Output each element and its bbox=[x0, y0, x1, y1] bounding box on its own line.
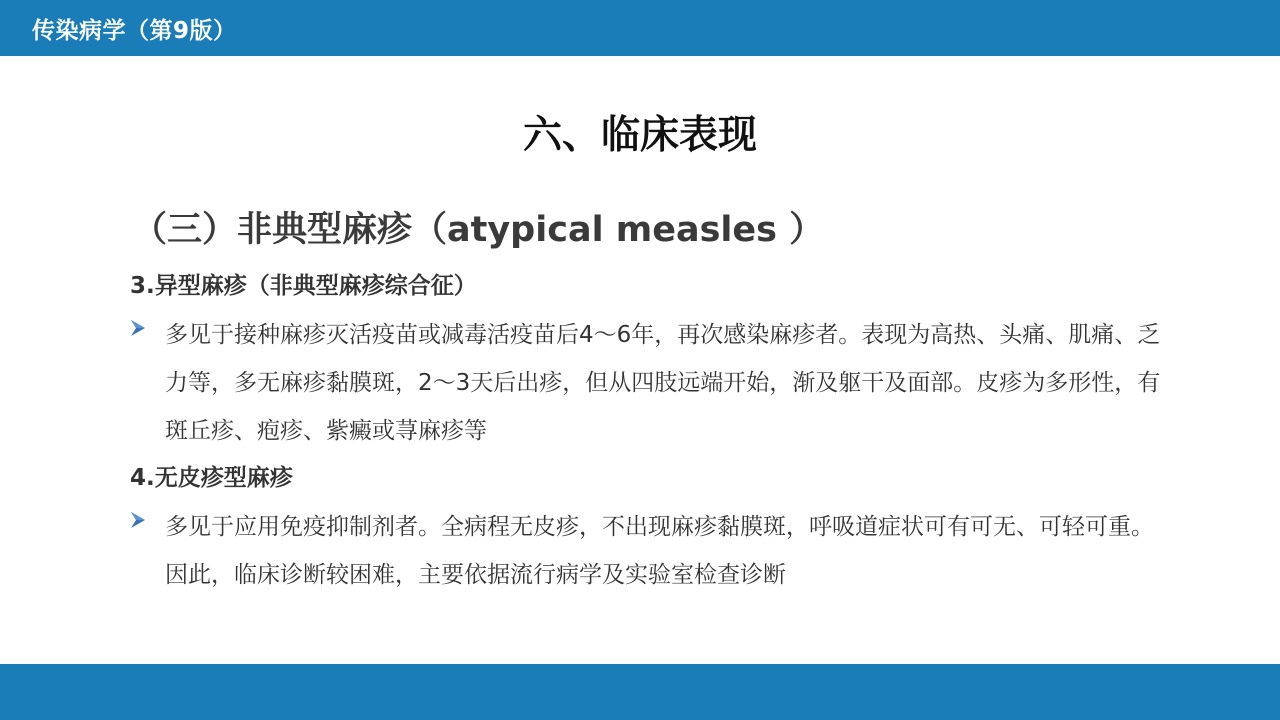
bullet-item-atypical-measles bbox=[130, 311, 1170, 455]
book-title: 传染病学（第9版） bbox=[32, 18, 237, 44]
arrow-bullet-icon bbox=[130, 319, 146, 337]
bullet-text: 多见于应用免疫抑制剂者。全病程无皮疹，不出现麻疹黏膜斑，呼吸道症状可有可无、可轻可重。因此，临床诊断较困难，主要依据流行病学及实验室检查诊断 bbox=[165, 514, 1154, 588]
section-heading: （三）非典型麻疹（atypical measles ） bbox=[132, 210, 825, 250]
slide-title: 六、临床表现 bbox=[522, 113, 757, 158]
header-bar bbox=[0, 0, 1280, 56]
arrow-bullet-icon bbox=[130, 511, 146, 529]
subheading-no-rash-measles: 4.无皮疹型麻疹 bbox=[130, 465, 293, 491]
subheading-atypical-measles: 3.异型麻疹（非典型麻疹综合征） bbox=[130, 273, 477, 299]
bullet-item-no-rash-measles bbox=[130, 503, 1170, 599]
footer-bar bbox=[0, 664, 1280, 720]
bullet-text: 多见于接种麻疹灭活疫苗或减毒活疫苗后4～6年，再次感染麻疹者。表现为高热、头痛、肌痛、乏力等，多无麻疹黏膜斑，2～3天后出疹，但从四肢远端开始，渐及躯干及面部。皮疹为多形性，有斑丘疹、疱疹、紫癜或荨麻疹等 bbox=[165, 322, 1161, 444]
